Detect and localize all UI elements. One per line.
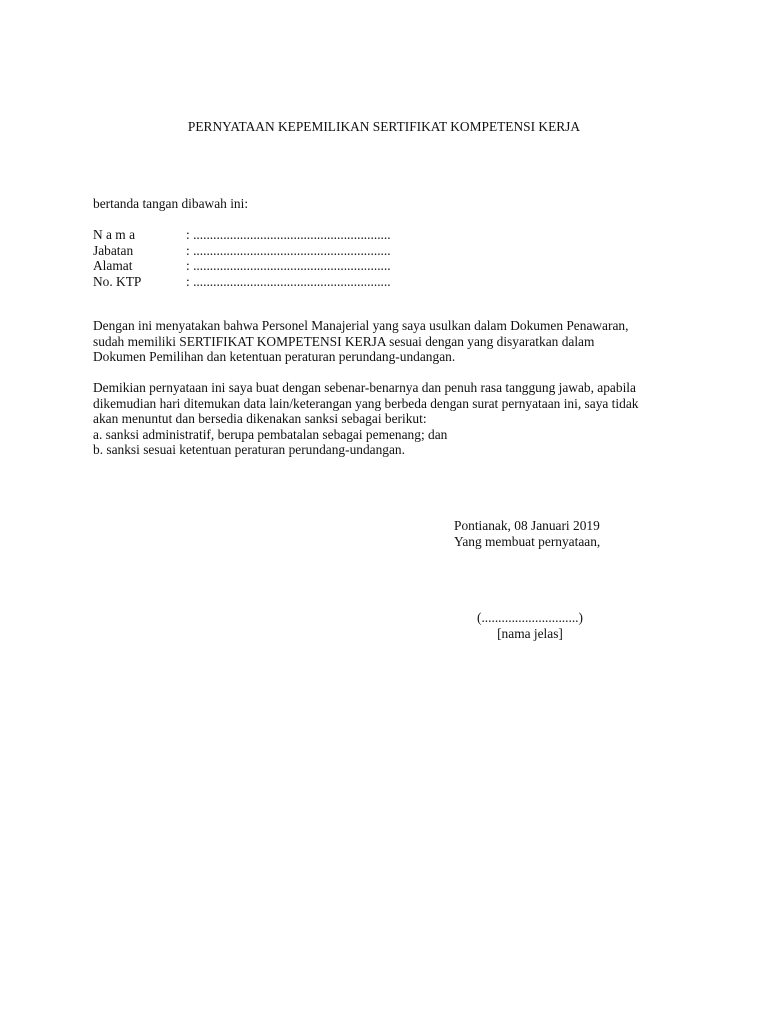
- paragraph-line: Dengan ini menyatakan bahwa Personel Manajerial yang saya usulkan dalam Dokumen Penawaran,: [93, 318, 629, 333]
- paragraph-line: Demikian pernyataan ini saya buat dengan sebenar-benarnya dan penuh rasa tanggung jawab, apabila: [93, 380, 636, 395]
- maker-label: Yang membuat pernyataan,: [454, 533, 601, 549]
- paragraph-line: sudah memiliki SERTIFIKAT KOMPETENSI KERJA sesuai dengan yang disyaratkan dalam: [93, 333, 595, 349]
- field-value: : ...........................................................: [186, 258, 391, 274]
- field-value: : ...........................................................: [186, 242, 391, 258]
- signature-block: [454, 518, 600, 549]
- document-title: PERNYATAAN KEPEMILIKAN SERTIFIKAT KOMPETENSI KERJA: [187, 119, 581, 134]
- signature-name: [473, 610, 587, 641]
- sanction-item-b: b. sanksi sesuai ketentuan peraturan perundang-undangan.: [93, 442, 405, 457]
- paragraph-line: akan menuntut dan bersedia dikenakan sanksi sebagai berikut:: [93, 411, 427, 426]
- field-value: : ...........................................................: [186, 273, 391, 289]
- field-value: : ...........................................................: [186, 227, 391, 242]
- paragraph-line: Dokumen Pemilihan dan ketentuan peraturan perundang-undangan.: [93, 349, 456, 364]
- sanction-item-a: a. sanksi administratif, berupa pembatalan sebagai pemenang; dan: [93, 426, 448, 442]
- statement-paragraph: [93, 318, 628, 365]
- name-note: [nama jelas]: [497, 625, 563, 641]
- intro-text: bertanda tangan dibawah ini:: [93, 196, 249, 211]
- field-label: N a m a: [93, 227, 136, 242]
- field-label: No. KTP: [93, 273, 142, 289]
- place-date: Pontianak, 08 Januari 2019: [454, 518, 600, 533]
- name-placeholder: (.............................): [476, 610, 583, 625]
- declaration-paragraph: [93, 380, 638, 458]
- field-label: Jabatan: [93, 242, 134, 258]
- paragraph-line: dikemudian hari ditemukan data lain/keterangan yang berbeda dengan surat pernyataan ini, saya tidak: [93, 395, 639, 411]
- field-label: Alamat: [93, 258, 133, 274]
